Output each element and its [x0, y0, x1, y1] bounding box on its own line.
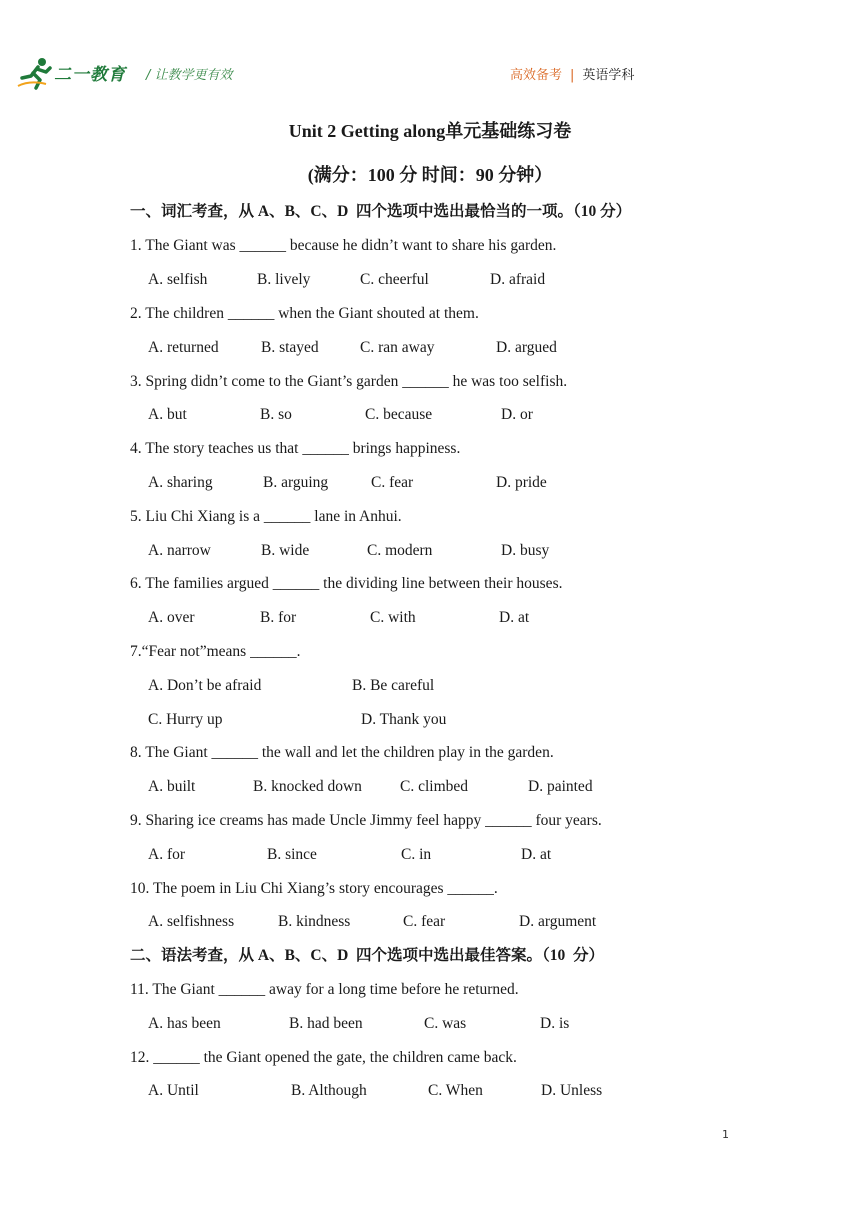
option-6a: A. over [148, 609, 195, 626]
logo-text: 二一教育 [54, 65, 126, 85]
runner-logo-icon [16, 56, 56, 90]
option-9b: B. since [267, 846, 317, 863]
logo [16, 56, 126, 90]
question-5: 5. Liu Chi Xiang is a ______ lane in Anhui. [130, 508, 402, 525]
option-12b: B. Although [291, 1082, 367, 1099]
option-11b: B. had been [289, 1015, 363, 1032]
option-6c: C. with [370, 609, 416, 626]
option-2d: D. argued [496, 339, 557, 356]
option-4b: B. arguing [263, 474, 329, 491]
option-6b: B. for [260, 609, 297, 626]
option-7c: C. Hurry up [148, 711, 223, 728]
option-7b: B. Be careful [352, 677, 435, 694]
option-5d: D. busy [501, 542, 550, 559]
option-11d: D. is [540, 1015, 570, 1032]
option-7d: D. Thank you [361, 711, 447, 728]
option-9d: D. at [521, 846, 552, 863]
option-5c: C. modern [367, 542, 433, 559]
option-3b: B. so [260, 406, 292, 423]
page-number: 1 [722, 1128, 729, 1141]
option-12d: D. Unless [541, 1082, 603, 1099]
option-12c: C. When [428, 1082, 483, 1099]
option-2a: A. returned [148, 339, 219, 356]
header-slogan: / 让教学更有效 [146, 68, 233, 83]
page-header [0, 0, 860, 100]
header-tag-exam: 高效备考 [510, 68, 563, 83]
option-6d: D. at [499, 609, 530, 626]
question-2: 2. The children ______ when the Giant shouted at them. [130, 305, 479, 322]
header-tag-subject: 英语学科 [582, 68, 635, 83]
option-1a: A. selfish [148, 271, 208, 288]
option-4c: C. fear [371, 474, 414, 491]
page-title: Unit 2 Getting along单元基础练习卷 [288, 121, 572, 141]
option-10a: A. selfishness [148, 913, 235, 930]
option-11c: C. was [424, 1015, 467, 1032]
header-right [510, 64, 634, 83]
option-9c: C. in [401, 846, 432, 863]
question-11: 11. The Giant ______ away for a long time before he returned. [130, 981, 519, 998]
option-4a: A. sharing [148, 474, 213, 491]
option-2c: C. ran away [360, 339, 435, 356]
option-2b: B. stayed [261, 339, 319, 356]
question-7: 7.“Fear not”means ______. [130, 643, 301, 660]
section-heading-grammar: 二、语法考查，从 A、B、C、D 四个选项中选出最佳答案。（10 分） [130, 947, 605, 964]
question-3: 3. Spring didn’t come to the Giant’s garden ______ he was too selfish. [130, 373, 568, 390]
option-8c: C. climbed [400, 778, 469, 795]
section-heading-vocabulary: 一、词汇考查，从 A、B、C、D 四个选项中选出最恰当的一项。（10 分） [130, 203, 632, 220]
option-10d: D. argument [519, 913, 597, 930]
option-8d: D. painted [528, 778, 593, 795]
option-8a: A. built [148, 778, 196, 795]
question-6: 6. The families argued ______ the dividing line between their houses. [130, 575, 563, 592]
option-4d: D. pride [496, 474, 547, 491]
option-8b: B. knocked down [253, 778, 362, 795]
question-4: 4. The story teaches us that ______ brings happiness. [130, 440, 461, 457]
option-3d: D. or [501, 406, 533, 423]
option-12a: A. Until [148, 1082, 199, 1099]
question-9: 9. Sharing ice creams has made Uncle Jimmy feel happy ______ four years. [130, 812, 602, 829]
question-10: 10. The poem in Liu Chi Xiang’s story encourages ______. [130, 880, 498, 897]
option-1b: B. lively [257, 271, 311, 288]
option-1d: D. afraid [490, 271, 546, 288]
question-12: 12. ______ the Giant opened the gate, the children came back. [130, 1049, 517, 1066]
option-5a: A. narrow [148, 542, 211, 559]
option-3c: C. because [365, 406, 433, 423]
option-5b: B. wide [261, 542, 310, 559]
question-1: 1. The Giant was ______ because he didn’t want to share his garden. [130, 237, 557, 254]
option-9a: A. for [148, 846, 186, 863]
option-3a: A. but [148, 406, 187, 423]
question-8: 8. The Giant ______ the wall and let the children play in the garden. [130, 744, 554, 761]
option-1c: C. cheerful [360, 271, 429, 288]
option-7a: A. Don’t be afraid [148, 677, 262, 694]
option-10b: B. kindness [278, 913, 351, 930]
header-separator: | [570, 68, 575, 83]
page-subtitle: (满分：100 分 时间：90 分钟） [307, 165, 553, 185]
option-11a: A. has been [148, 1015, 221, 1032]
option-10c: C. fear [403, 913, 446, 930]
